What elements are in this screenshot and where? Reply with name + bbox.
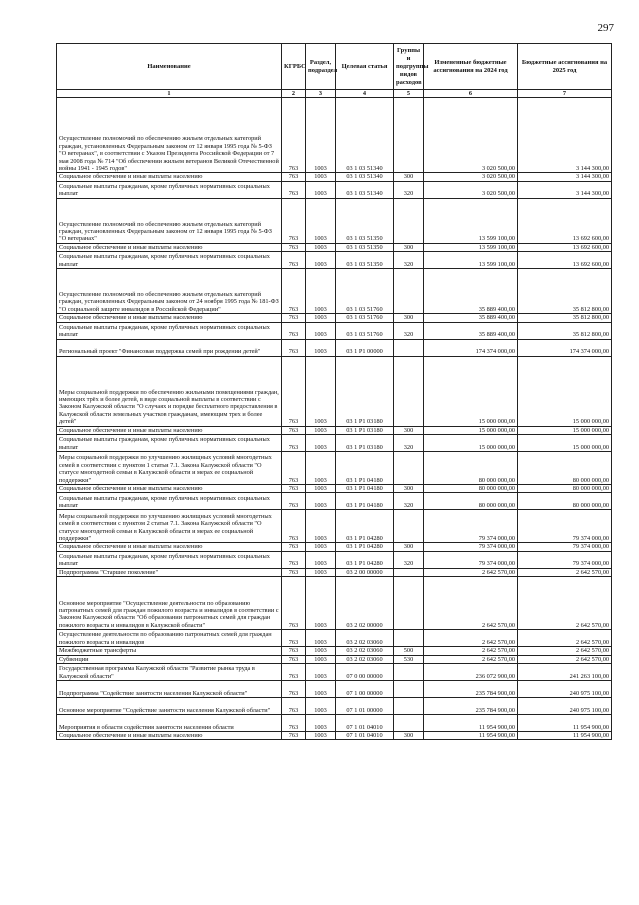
header-kgrbs: КГРБС — [282, 44, 306, 90]
row-group: 300 — [394, 732, 424, 740]
row-section: 1003 — [306, 322, 336, 339]
row-kgrbs: 763 — [282, 314, 306, 322]
row-amount-2025: 80 000 000,00 — [518, 452, 612, 485]
row-amount-2025: 241 263 100,00 — [518, 664, 612, 681]
row-name: Межбюджетные трансферты — [57, 647, 282, 655]
row-kgrbs: 763 — [282, 655, 306, 663]
row-target: 07 1 01 00000 — [336, 698, 394, 715]
row-amount-2024: 2 642 570,00 — [424, 577, 518, 630]
row-amount-2025: 2 642 570,00 — [518, 577, 612, 630]
row-section: 1003 — [306, 426, 336, 434]
row-amount-2025: 174 374 000,00 — [518, 339, 612, 356]
row-section: 1003 — [306, 543, 336, 551]
row-target: 03 1 03 51350 — [336, 252, 394, 269]
row-kgrbs: 763 — [282, 551, 306, 568]
row-amount-2025: 35 812 800,00 — [518, 269, 612, 314]
row-amount-2024: 2 642 570,00 — [424, 568, 518, 576]
row-kgrbs: 763 — [282, 732, 306, 740]
row-kgrbs: 763 — [282, 510, 306, 543]
row-target: 03 2 00 00000 — [336, 568, 394, 576]
page-number: 297 — [597, 22, 614, 34]
row-name: Осуществление полномочий по обеспечению жильем отдельных категорий граждан, установленных Федеральным законом от 24 ноября 1995 года № 181-ФЗ "О социальной защите инвалидов в Российской Федерации" — [57, 269, 282, 314]
row-amount-2025: 80 000 000,00 — [518, 493, 612, 510]
column-number: 2 — [282, 90, 306, 98]
row-target: 03 1 03 51760 — [336, 314, 394, 322]
row-target: 03 1 03 51340 — [336, 181, 394, 198]
header-2024: Измененные бюджетные ассигнования на 2024 год — [424, 44, 518, 90]
row-amount-2025: 11 954 900,00 — [518, 732, 612, 740]
row-group — [394, 510, 424, 543]
row-amount-2024: 13 599 100,00 — [424, 243, 518, 251]
row-group — [394, 577, 424, 630]
table-row — [57, 322, 612, 339]
row-target: 07 1 01 04010 — [336, 732, 394, 740]
row-target: 03 1 P1 03180 — [336, 426, 394, 434]
row-name: Мероприятия в области содействия занятости населения области — [57, 715, 282, 732]
row-kgrbs: 763 — [282, 173, 306, 181]
row-name: Социальное обеспечение и иные выплаты населению — [57, 243, 282, 251]
row-target: 03 1 P1 04180 — [336, 493, 394, 510]
row-target: 03 2 02 03060 — [336, 630, 394, 647]
row-amount-2024: 2 642 570,00 — [424, 647, 518, 655]
row-name: Социальные выплаты гражданам, кроме публичных нормативных социальных выплат — [57, 322, 282, 339]
row-amount-2024: 2 642 570,00 — [424, 655, 518, 663]
row-target: 03 1 P1 03180 — [336, 435, 394, 452]
row-section: 1003 — [306, 339, 336, 356]
row-kgrbs: 763 — [282, 356, 306, 426]
row-target: 07 0 00 00000 — [336, 664, 394, 681]
row-group: 300 — [394, 173, 424, 181]
row-amount-2025: 35 812 800,00 — [518, 314, 612, 322]
row-kgrbs: 763 — [282, 435, 306, 452]
row-name: Осуществление полномочий по обеспечению жильем отдельных категорий граждан, установленных Федеральным законом от 12 января 1995 года № 5-ФЗ "О ветеранах", в соответствии с Указом Президента Российской Федерации от 7 мая 2008 года № 714 "Об обеспечении жильем ветеранов Великой Отечественной войны 1941 - 1945 годов" — [57, 98, 282, 173]
row-group: 300 — [394, 243, 424, 251]
column-number: 3 — [306, 90, 336, 98]
row-name: Социальные выплаты гражданам, кроме публичных нормативных социальных выплат — [57, 252, 282, 269]
row-amount-2025: 79 374 000,00 — [518, 543, 612, 551]
row-name: Подпрограмма "Содействие занятости населения Калужской области" — [57, 681, 282, 698]
row-section: 1003 — [306, 198, 336, 243]
row-group: 320 — [394, 181, 424, 198]
row-kgrbs: 763 — [282, 698, 306, 715]
row-kgrbs: 763 — [282, 269, 306, 314]
table-row — [57, 551, 612, 568]
row-group — [394, 98, 424, 173]
row-amount-2024: 35 889 400,00 — [424, 314, 518, 322]
row-kgrbs: 763 — [282, 243, 306, 251]
row-kgrbs: 763 — [282, 252, 306, 269]
row-name: Социальное обеспечение и иные выплаты населению — [57, 732, 282, 740]
header-section: Раздел, подраздел — [306, 44, 336, 90]
table-row — [57, 269, 612, 314]
row-amount-2024: 3 020 500,00 — [424, 98, 518, 173]
table-row — [57, 681, 612, 698]
row-amount-2025: 15 000 000,00 — [518, 426, 612, 434]
table-row — [57, 452, 612, 485]
row-target: 03 1 03 51340 — [336, 173, 394, 181]
row-target: 03 1 03 51760 — [336, 322, 394, 339]
row-amount-2024: 236 072 900,00 — [424, 664, 518, 681]
row-amount-2025: 80 000 000,00 — [518, 485, 612, 493]
row-amount-2024: 3 020 500,00 — [424, 173, 518, 181]
row-group — [394, 630, 424, 647]
row-section: 1003 — [306, 715, 336, 732]
row-name: Осуществление полномочий по обеспечению жильем отдельных категорий граждан, установленных Федеральным законом от 12 января 1995 года № 5-ФЗ "О ветеранах" — [57, 198, 282, 243]
table-row — [57, 493, 612, 510]
row-kgrbs: 763 — [282, 577, 306, 630]
table-row — [57, 655, 612, 663]
column-number: 6 — [424, 90, 518, 98]
row-group: 320 — [394, 493, 424, 510]
row-name: Социальное обеспечение и иные выплаты населению — [57, 314, 282, 322]
row-amount-2025: 3 144 300,00 — [518, 173, 612, 181]
row-section: 1003 — [306, 98, 336, 173]
header-2025: Бюджетные ассигнования на 2025 год — [518, 44, 612, 90]
row-section: 1003 — [306, 181, 336, 198]
table-row — [57, 198, 612, 243]
table-row — [57, 339, 612, 356]
table-row — [57, 568, 612, 576]
table-row — [57, 314, 612, 322]
row-amount-2024: 174 374 000,00 — [424, 339, 518, 356]
row-target: 03 1 P1 04280 — [336, 543, 394, 551]
row-amount-2025: 3 144 300,00 — [518, 98, 612, 173]
row-group — [394, 356, 424, 426]
row-name: Социальное обеспечение и иные выплаты населению — [57, 173, 282, 181]
row-amount-2025: 13 692 600,00 — [518, 252, 612, 269]
row-name: Меры социальной поддержки по обеспечению жильными помещениями граждан, имеющих трёх и более детей, в виде социальной выплаты в соответствии с Законом Калужской области "О случаях и порядке бесплатного предоставления в Калужской области земельных участков гражданам, имеющим трех и более детей" — [57, 356, 282, 426]
row-section: 1003 — [306, 732, 336, 740]
table-row — [57, 98, 612, 173]
row-amount-2024: 11 954 900,00 — [424, 732, 518, 740]
row-amount-2025: 35 812 800,00 — [518, 322, 612, 339]
row-target: 03 1 P1 04180 — [336, 485, 394, 493]
header-target: Целевая статья — [336, 44, 394, 90]
row-kgrbs: 763 — [282, 181, 306, 198]
row-kgrbs: 763 — [282, 339, 306, 356]
row-name: Социальные выплаты гражданам, кроме публичных нормативных социальных выплат — [57, 551, 282, 568]
table-row — [57, 630, 612, 647]
row-section: 1003 — [306, 435, 336, 452]
row-section: 1003 — [306, 655, 336, 663]
row-amount-2025: 15 000 000,00 — [518, 435, 612, 452]
row-kgrbs: 763 — [282, 198, 306, 243]
row-target: 03 1 P1 04280 — [336, 510, 394, 543]
table-row — [57, 181, 612, 198]
table-row — [57, 243, 612, 251]
row-section: 1003 — [306, 664, 336, 681]
row-group — [394, 681, 424, 698]
row-amount-2024: 11 954 900,00 — [424, 715, 518, 732]
row-amount-2024: 3 020 500,00 — [424, 181, 518, 198]
column-number: 7 — [518, 90, 612, 98]
row-group: 320 — [394, 551, 424, 568]
table-row — [57, 173, 612, 181]
table-row — [57, 356, 612, 426]
row-kgrbs: 763 — [282, 426, 306, 434]
row-name: Социальные выплаты гражданам, кроме публичных нормативных социальных выплат — [57, 181, 282, 198]
row-name: Меры социальной поддержки по улучшению жилищных условий многодетных семей в соответствии с пунктом 2 статьи 7.1. Закона Калужской области "О статусе многодетной семьи в Калужской области и мерах ее социальной поддержки" — [57, 510, 282, 543]
row-section: 1003 — [306, 630, 336, 647]
row-section: 1003 — [306, 647, 336, 655]
row-group — [394, 452, 424, 485]
row-amount-2024: 2 642 570,00 — [424, 630, 518, 647]
row-group: 320 — [394, 252, 424, 269]
table-row — [57, 664, 612, 681]
table-row — [57, 543, 612, 551]
row-kgrbs: 763 — [282, 568, 306, 576]
row-kgrbs: 763 — [282, 543, 306, 551]
row-target: 03 1 P1 04280 — [336, 551, 394, 568]
row-amount-2024: 235 784 900,00 — [424, 698, 518, 715]
row-amount-2025: 15 000 000,00 — [518, 356, 612, 426]
row-amount-2025: 2 642 570,00 — [518, 630, 612, 647]
row-kgrbs: 763 — [282, 647, 306, 655]
row-name: Социальное обеспечение и иные выплаты населению — [57, 426, 282, 434]
row-name: Социальное обеспечение и иные выплаты населению — [57, 543, 282, 551]
row-amount-2025: 3 144 300,00 — [518, 181, 612, 198]
row-name: Государственная программа Калужской области "Развитие рынка труда в Калужской области" — [57, 664, 282, 681]
row-amount-2024: 79 374 000,00 — [424, 551, 518, 568]
row-name: Подпрограмма "Старшее поколение" — [57, 568, 282, 576]
row-amount-2025: 2 642 570,00 — [518, 568, 612, 576]
row-kgrbs: 763 — [282, 664, 306, 681]
row-section: 1003 — [306, 452, 336, 485]
row-amount-2025: 79 374 000,00 — [518, 510, 612, 543]
row-target: 03 1 P1 04180 — [336, 452, 394, 485]
row-target: 03 2 02 03060 — [336, 655, 394, 663]
row-target: 03 1 P1 00000 — [336, 339, 394, 356]
column-number: 5 — [394, 90, 424, 98]
budget-table — [56, 43, 612, 740]
table-row — [57, 577, 612, 630]
row-name: Социальные выплаты гражданам, кроме публичных нормативных социальных выплат — [57, 493, 282, 510]
table-row — [57, 485, 612, 493]
header-name: Наименование — [57, 44, 282, 90]
row-group: 320 — [394, 322, 424, 339]
row-section: 1003 — [306, 568, 336, 576]
row-section: 1003 — [306, 356, 336, 426]
column-number: 1 — [57, 90, 282, 98]
row-group — [394, 339, 424, 356]
row-amount-2024: 235 784 900,00 — [424, 681, 518, 698]
row-amount-2025: 11 954 900,00 — [518, 715, 612, 732]
row-amount-2025: 2 642 570,00 — [518, 647, 612, 655]
row-name: Меры социальной поддержки по улучшению жилищных условий многодетных семей в соответствии с пунктом 1 статьи 7.1. Закона Калужской области "О статусе многодетной семьи в Калужской области и мерах ее социальной поддержки" — [57, 452, 282, 485]
row-kgrbs: 763 — [282, 630, 306, 647]
row-target: 03 1 03 51350 — [336, 243, 394, 251]
row-target: 03 2 02 00000 — [336, 577, 394, 630]
row-section: 1003 — [306, 493, 336, 510]
row-group — [394, 568, 424, 576]
row-target: 03 2 02 03060 — [336, 647, 394, 655]
row-group — [394, 715, 424, 732]
table-row — [57, 426, 612, 434]
row-section: 1003 — [306, 252, 336, 269]
row-name: Субвенции — [57, 655, 282, 663]
row-section: 1003 — [306, 173, 336, 181]
row-group: 300 — [394, 314, 424, 322]
table-row — [57, 252, 612, 269]
row-amount-2025: 240 975 100,00 — [518, 681, 612, 698]
row-group: 320 — [394, 435, 424, 452]
table-body — [57, 98, 612, 740]
table-row — [57, 647, 612, 655]
row-target: 07 1 00 00000 — [336, 681, 394, 698]
row-target: 03 1 03 51340 — [336, 98, 394, 173]
row-amount-2024: 13 599 100,00 — [424, 198, 518, 243]
row-amount-2024: 79 374 000,00 — [424, 510, 518, 543]
table-row — [57, 510, 612, 543]
row-group — [394, 198, 424, 243]
row-amount-2024: 80 000 000,00 — [424, 485, 518, 493]
row-group: 300 — [394, 543, 424, 551]
table-row — [57, 698, 612, 715]
row-amount-2024: 15 000 000,00 — [424, 435, 518, 452]
row-amount-2024: 35 889 400,00 — [424, 322, 518, 339]
row-amount-2025: 13 692 600,00 — [518, 198, 612, 243]
row-kgrbs: 763 — [282, 452, 306, 485]
header-group: Группы и подгруппы видов расходов — [394, 44, 424, 90]
row-section: 1003 — [306, 681, 336, 698]
row-section: 1003 — [306, 551, 336, 568]
row-target: 03 1 03 51760 — [336, 269, 394, 314]
row-section: 1003 — [306, 269, 336, 314]
row-amount-2025: 79 374 000,00 — [518, 551, 612, 568]
row-kgrbs: 763 — [282, 681, 306, 698]
row-group: 300 — [394, 426, 424, 434]
row-amount-2024: 80 000 000,00 — [424, 493, 518, 510]
column-number: 4 — [336, 90, 394, 98]
row-amount-2024: 80 000 000,00 — [424, 452, 518, 485]
table-row — [57, 435, 612, 452]
column-number-row — [57, 90, 612, 98]
row-amount-2025: 240 975 100,00 — [518, 698, 612, 715]
row-kgrbs: 763 — [282, 98, 306, 173]
header-row — [57, 44, 612, 90]
row-section: 1003 — [306, 314, 336, 322]
row-name: Социальное обеспечение и иные выплаты населению — [57, 485, 282, 493]
row-kgrbs: 763 — [282, 485, 306, 493]
row-group — [394, 698, 424, 715]
row-kgrbs: 763 — [282, 493, 306, 510]
row-amount-2024: 15 000 000,00 — [424, 426, 518, 434]
row-amount-2024: 35 889 400,00 — [424, 269, 518, 314]
row-section: 1003 — [306, 698, 336, 715]
row-amount-2024: 13 599 100,00 — [424, 252, 518, 269]
table-row — [57, 732, 612, 740]
row-group — [394, 269, 424, 314]
row-section: 1003 — [306, 243, 336, 251]
row-group: 530 — [394, 655, 424, 663]
row-name: Осуществление деятельности по образованию патронатных семей для граждан пожилого возраста и инвалидов — [57, 630, 282, 647]
row-name: Основное мероприятие "Осуществление деятельности по образованию патронатных семей для граждан пожилого возраста и инвалидов в соответствии с Законом Калужской области "Об образовании патронатных семей для граждан пожилого возраста и инвалидов в Калужской области" — [57, 577, 282, 630]
row-amount-2025: 2 642 570,00 — [518, 655, 612, 663]
table-row — [57, 715, 612, 732]
row-target: 03 1 P1 03180 — [336, 356, 394, 426]
row-amount-2024: 15 000 000,00 — [424, 356, 518, 426]
row-kgrbs: 763 — [282, 322, 306, 339]
row-amount-2024: 79 374 000,00 — [424, 543, 518, 551]
row-kgrbs: 763 — [282, 715, 306, 732]
row-section: 1003 — [306, 577, 336, 630]
row-name: Региональный проект "Финансовая поддержка семей при рождении детей" — [57, 339, 282, 356]
row-amount-2025: 13 692 600,00 — [518, 243, 612, 251]
row-target: 03 1 03 51350 — [336, 198, 394, 243]
row-group: 300 — [394, 485, 424, 493]
row-target: 07 1 01 04010 — [336, 715, 394, 732]
row-name: Основное мероприятие "Содействие занятости населения Калужской области" — [57, 698, 282, 715]
row-group — [394, 664, 424, 681]
row-section: 1003 — [306, 510, 336, 543]
row-group: 500 — [394, 647, 424, 655]
row-section: 1003 — [306, 485, 336, 493]
row-name: Социальные выплаты гражданам, кроме публичных нормативных социальных выплат — [57, 435, 282, 452]
